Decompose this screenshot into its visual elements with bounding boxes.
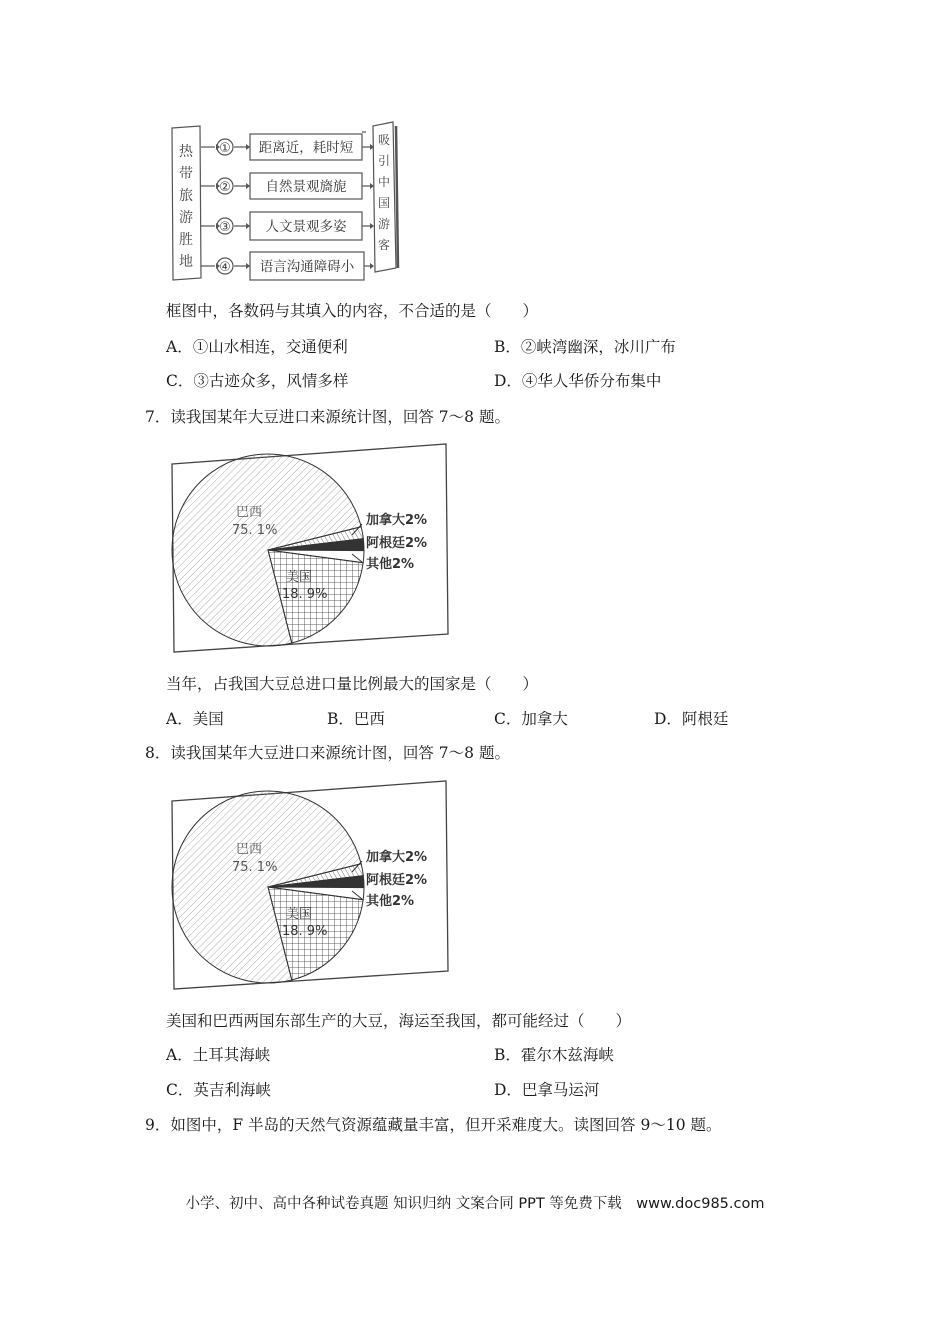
left-char: 带 — [179, 166, 193, 182]
label-canada: 加拿大2% — [366, 513, 428, 528]
label-usa: 美国 — [286, 907, 313, 922]
q8-stem: 美国和巴西两国东部生产的大豆，海运至我国，都可能经过（ ） — [166, 1012, 632, 1030]
q6-stem: 框图中，各数码与其填入的内容，不合适的是（ ） — [166, 302, 539, 320]
soybean-pie-chart-2 — [166, 775, 456, 995]
q6-option-c[interactable]: C．③古迹众多，风情多样 — [166, 372, 349, 390]
circle-number: ① — [219, 141, 231, 156]
label-brazil-pct: 75. 1% — [232, 860, 278, 875]
q7-intro: 7．读我国某年大豆进口来源统计图，回答 7～8 题。 — [145, 408, 510, 426]
box-text: 人文景观多姿 — [265, 219, 347, 235]
label-canada: 加拿大2% — [366, 850, 428, 865]
right-char: 客 — [377, 238, 391, 252]
q9-intro: 9．如图中，F 半岛的天然气资源蕴藏量丰富，但开采难度大。读图回答 9～10 题。 — [145, 1116, 722, 1134]
q7-stem: 当年，占我国大豆总进口量比例最大的国家是（ ） — [166, 675, 539, 693]
q8-option-a[interactable]: A．土耳其海峡 — [166, 1046, 271, 1064]
label-brazil: 巴西 — [236, 842, 263, 857]
label-argentina: 阿根廷2% — [366, 873, 428, 888]
label-usa-pct: 18. 9% — [282, 587, 328, 602]
left-char: 胜 — [179, 232, 193, 248]
q8-option-d[interactable]: D．巴拿马运河 — [494, 1081, 600, 1099]
q6-option-d[interactable]: D．④华人华侨分布集中 — [494, 372, 662, 390]
tourism-flow-diagram — [160, 118, 400, 288]
left-char: 地 — [179, 254, 193, 270]
circle-number: ③ — [219, 220, 231, 235]
q7-option-b[interactable]: B．巴西 — [327, 710, 385, 728]
q7-option-c[interactable]: C．加拿大 — [494, 710, 568, 728]
page-footer: 小学、初中、高中各种试卷真题 知识归纳 文案合同 PPT 等免费下载 www.doc985.com — [185, 1196, 765, 1212]
label-usa-pct: 18. 9% — [282, 924, 328, 939]
left-char: 热 — [179, 144, 193, 160]
box-text: 自然景观旖旎 — [265, 179, 347, 195]
right-char: 国 — [377, 196, 391, 210]
left-char: 游 — [179, 210, 193, 226]
q8-intro: 8．读我国某年大豆进口来源统计图，回答 7～8 题。 — [145, 744, 510, 762]
circle-number: ④ — [219, 260, 231, 275]
q6-option-b[interactable]: B．②峡湾幽深，冰川广布 — [494, 338, 676, 356]
soybean-pie-chart-1 — [166, 438, 456, 658]
label-other: 其他2% — [366, 894, 415, 909]
left-char: 旅 — [179, 188, 193, 204]
q8-option-b[interactable]: B．霍尔木兹海峡 — [494, 1046, 614, 1064]
label-argentina: 阿根廷2% — [366, 536, 428, 551]
right-char: 吸 — [377, 133, 391, 147]
q6-option-a[interactable]: A．①山水相连，交通便利 — [166, 338, 348, 356]
label-usa: 美国 — [286, 570, 313, 585]
right-char: 引 — [377, 154, 391, 168]
label-brazil: 巴西 — [236, 505, 263, 520]
q8-option-c[interactable]: C．英吉利海峡 — [166, 1081, 271, 1099]
q7-option-d[interactable]: D．阿根廷 — [654, 710, 729, 728]
right-char: 中 — [377, 175, 391, 189]
box-text: 距离近，耗时短 — [258, 140, 354, 156]
q7-option-a[interactable]: A．美国 — [166, 710, 224, 728]
right-char: 游 — [377, 217, 391, 231]
label-brazil-pct: 75. 1% — [232, 523, 278, 538]
label-other: 其他2% — [366, 557, 415, 572]
circle-number: ② — [219, 180, 231, 195]
box-text: 语言沟通障碍小 — [259, 259, 355, 275]
